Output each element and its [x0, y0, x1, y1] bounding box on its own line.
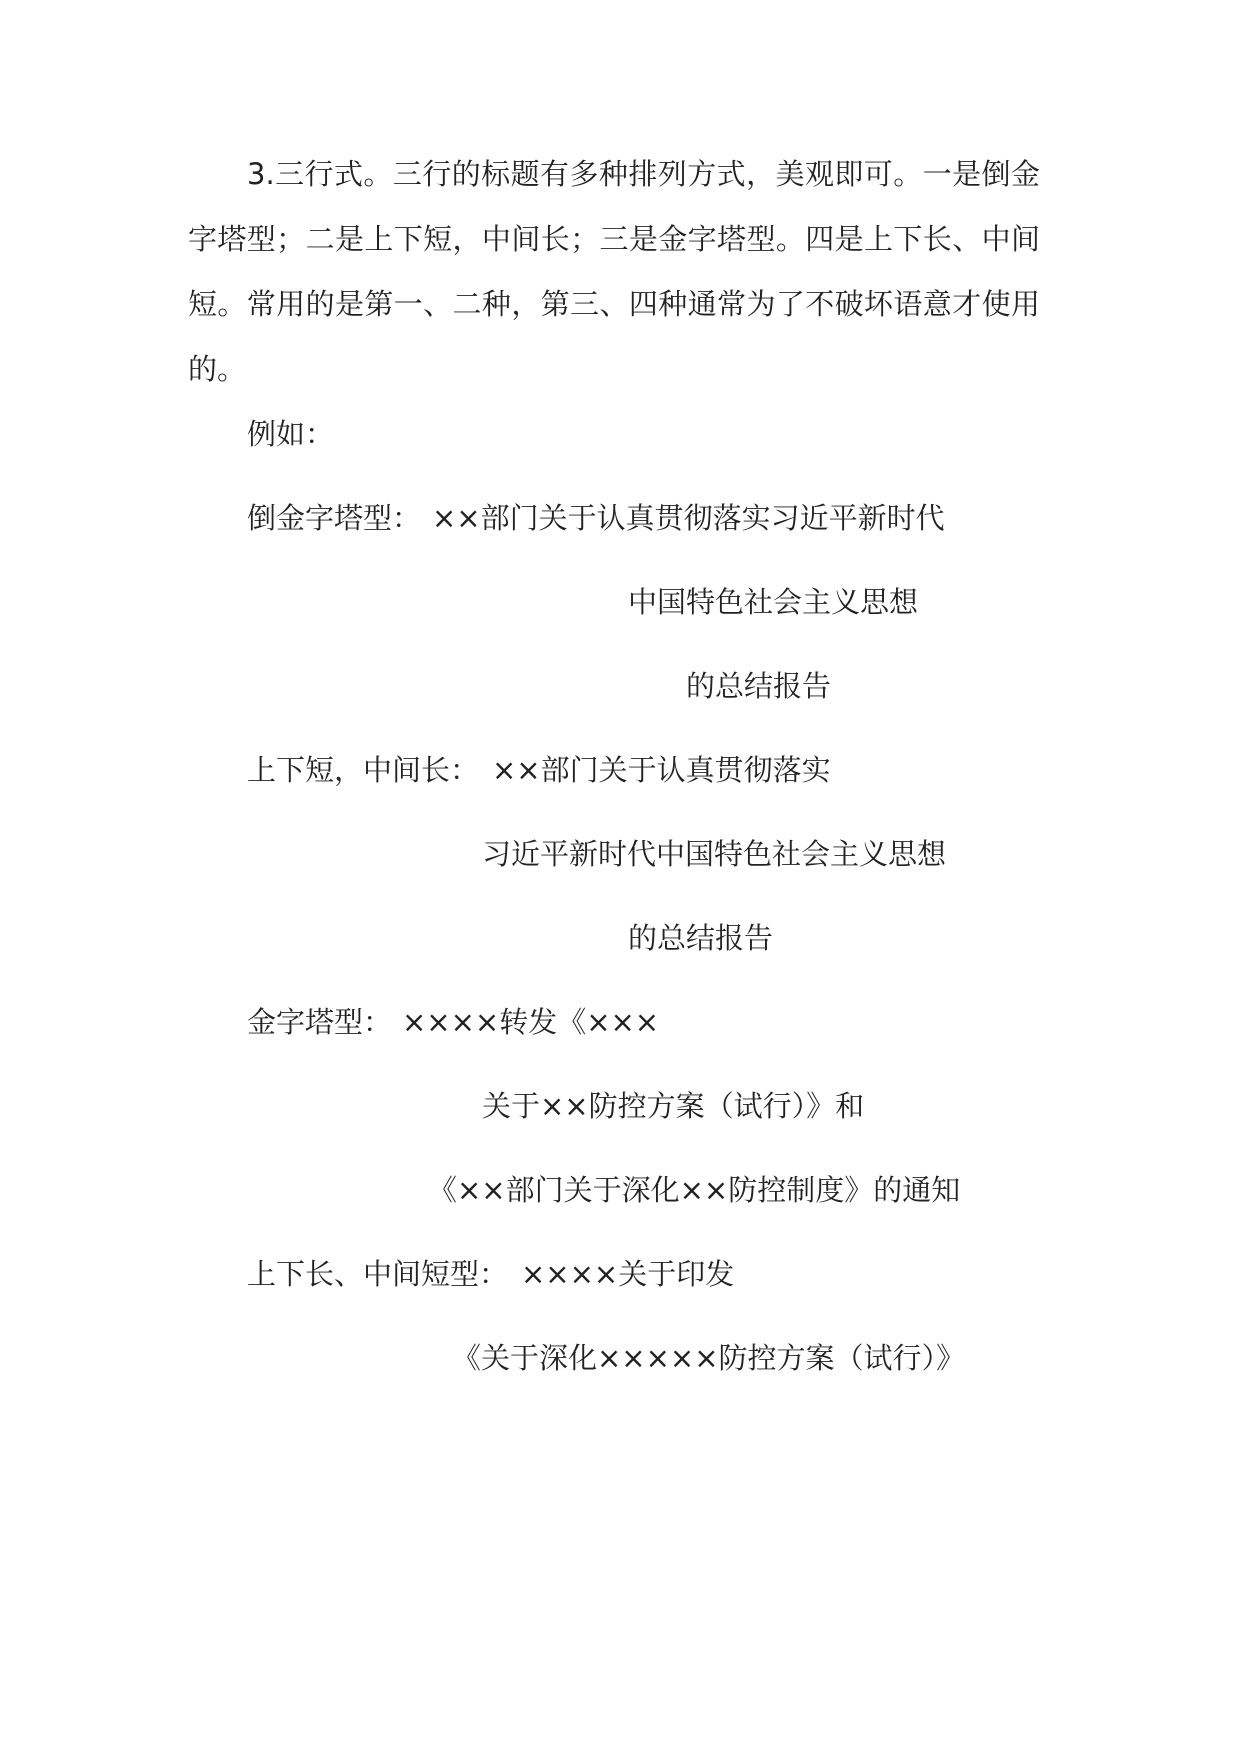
example-intro: 例如：: [247, 417, 335, 451]
example-title-line: 的总结报告: [628, 921, 774, 955]
example-title-line: ××××转发《×××: [402, 1005, 660, 1039]
example-title-line: 中国特色社会主义思想: [628, 585, 919, 619]
body-paragraph: 3.三行式。三行的标题有多种排列方式，美观即可。一是倒金字塔型；二是上下短，中间长；三是金字塔型。四是上下长、中间短。常用的是第一、二种，第三、四种通常为了不破坏语意才使用的。: [188, 157, 1040, 386]
example-title-line: 《××部门关于深化××防控制度》的通知: [428, 1173, 961, 1207]
example-title-line: 习近平新时代中国特色社会主义思想: [482, 837, 947, 871]
example-label: 金字塔型：: [247, 1005, 393, 1039]
example-label: 上下长、中间短型：: [247, 1257, 509, 1291]
example-title-line: ××××关于印发: [521, 1257, 735, 1291]
example-title-line: 的总结报告: [686, 669, 832, 703]
example-title-line: 《关于深化×××××防控方案（试行）》: [452, 1341, 965, 1375]
example-label: 倒金字塔型：: [247, 501, 422, 535]
example-label: 上下短，中间长：: [247, 753, 480, 787]
example-title-line: 关于××防控方案（试行）》和: [482, 1089, 865, 1123]
example-title-line: ××部门关于认真贯彻落实习近平新时代: [432, 501, 945, 535]
example-title-line: ××部门关于认真贯彻落实: [492, 753, 831, 787]
